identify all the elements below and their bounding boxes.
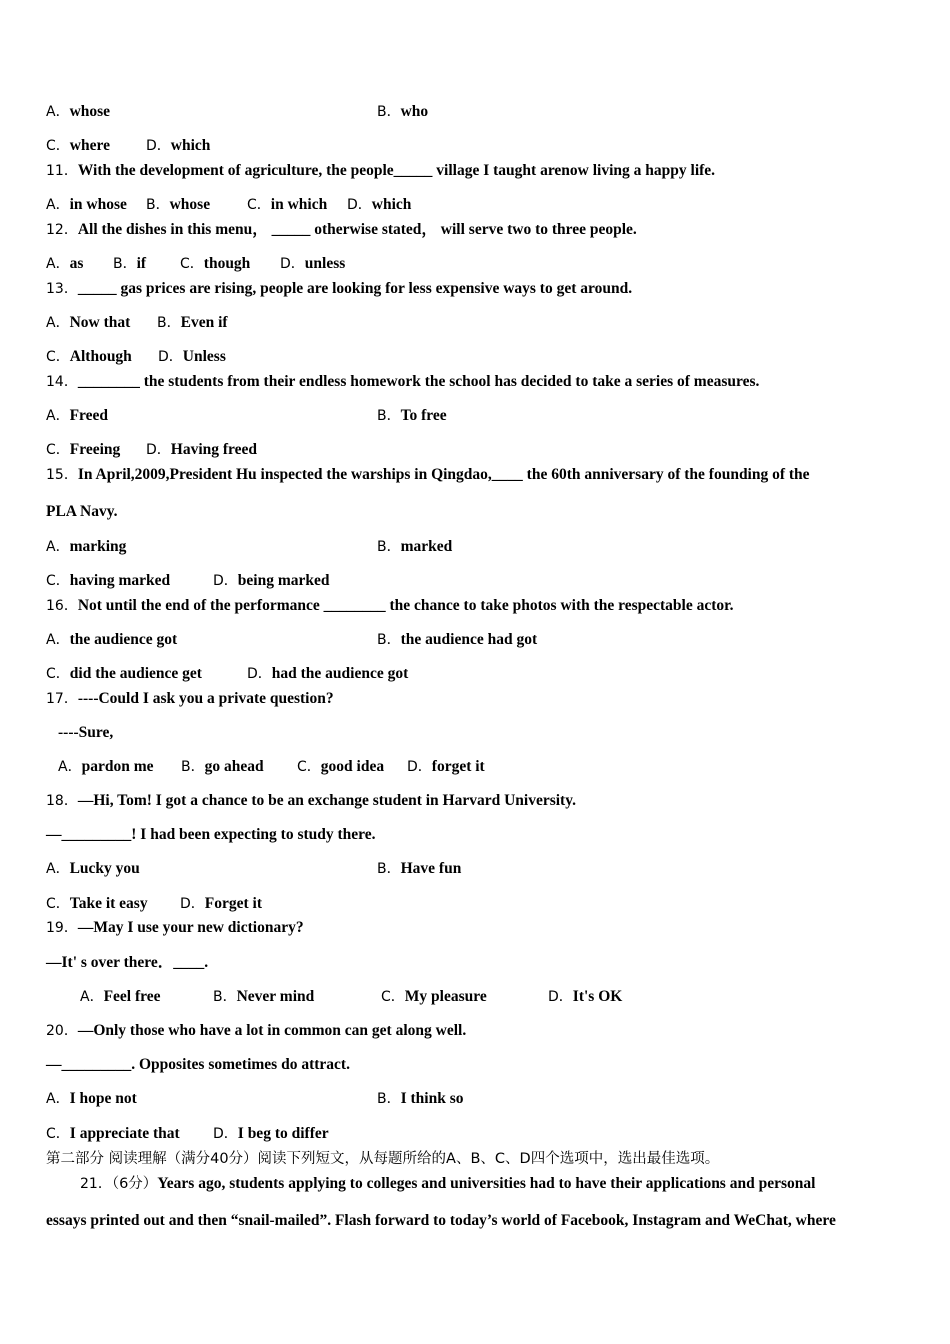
q16-option-d: D．had the audience got xyxy=(247,665,409,682)
q10-option-d: D．which xyxy=(146,137,211,154)
q20-reply: —_________. Opposites sometimes do attract. xyxy=(46,1056,350,1073)
q15-option-b: B．marked xyxy=(377,538,453,555)
q18-reply: —_________! I had been expecting to study there. xyxy=(46,826,376,843)
q17-option-a: A．pardon me xyxy=(58,758,154,775)
q19-option-c: C．My pleasure xyxy=(381,988,487,1005)
q18-option-b: B．Have fun xyxy=(377,860,462,877)
q19-option-a: A．Feel free xyxy=(80,988,161,1005)
q16-option-b: B．the audience had got xyxy=(377,631,538,648)
q18-option-c: C．Take it easy xyxy=(46,895,148,912)
q19-stem: 19．—May I use your new dictionary? xyxy=(46,919,304,936)
q11-option-c: C．in which xyxy=(247,196,328,213)
q12-option-c: C．though xyxy=(180,255,251,272)
q14-stem: 14．________ the students from their endless homework the school has decided to take a series of measures. xyxy=(46,373,760,390)
q15-option-d: D．being marked xyxy=(213,572,330,589)
q11-option-a: A．in whose xyxy=(46,196,127,213)
q17-stem: 17．----Could I ask you a private question? xyxy=(46,690,334,707)
q14-option-a: A．Freed xyxy=(46,407,109,424)
q20-stem: 20．—Only those who have a lot in common can get along well. xyxy=(46,1022,467,1039)
q15-stem: 15．In April,2009,President Hu inspected the warships in Qingdao,____ the 60th anniversary of the founding of the xyxy=(46,466,810,483)
q12-option-d: D．unless xyxy=(280,255,346,272)
q18-stem: 18．—Hi, Tom! I got a chance to be an exchange student in Harvard University. xyxy=(46,792,576,809)
q20-option-a: A．I hope not xyxy=(46,1090,137,1107)
q13-stem: 13．_____ gas prices are rising, people are looking for less expensive ways to get around. xyxy=(46,280,633,297)
q17-option-b: B．go ahead xyxy=(181,758,264,775)
q20-option-d: D．I beg to differ xyxy=(213,1125,329,1142)
q14-option-d: D．Having freed xyxy=(146,441,258,458)
q16-option-c: C．did the audience get xyxy=(46,665,202,682)
q13-option-b: B．Even if xyxy=(157,314,228,331)
q12-option-b: B．if xyxy=(113,255,147,272)
q10-option-a: A．whose xyxy=(46,103,111,120)
q16-option-a: A．the audience got xyxy=(46,631,178,648)
q13-option-a: A．Now that xyxy=(46,314,131,331)
q18-option-d: D．Forget it xyxy=(180,895,263,912)
q15-stem-continued: PLA Navy. xyxy=(46,503,118,520)
q20-option-c: C．I appreciate that xyxy=(46,1125,180,1142)
q18-option-a: A．Lucky you xyxy=(46,860,140,877)
q21-line-2: essays printed out and then “snail-mailed”. Flash forward to today’s world of Facebook, Instagram and WeChat, where xyxy=(46,1212,836,1229)
q12-option-a: A．as xyxy=(46,255,84,272)
q14-option-c: C．Freeing xyxy=(46,441,121,458)
q19-option-b: B．Never mind xyxy=(213,988,315,1005)
q13-option-c: C．Although xyxy=(46,348,132,365)
q15-option-a: A．marking xyxy=(46,538,127,555)
q12-stem: 12．All the dishes in this menu， _____ otherwise stated， will serve two to three people. xyxy=(46,221,637,238)
q10-option-c: C．where xyxy=(46,137,110,154)
q14-option-b: B．To free xyxy=(377,407,447,424)
q16-stem: 16．Not until the end of the performance ________ the chance to take photos with the respectable actor. xyxy=(46,597,734,614)
q11-stem: 11．With the development of agriculture, the people_____ village I taught arenow living a happy life. xyxy=(46,162,716,179)
q13-option-d: D．Unless xyxy=(158,348,226,365)
q20-option-b: B．I think so xyxy=(377,1090,464,1107)
q17-reply: ----Sure, xyxy=(58,724,114,741)
q15-option-c: C．having marked xyxy=(46,572,171,589)
q19-option-d: D．It's OK xyxy=(548,988,623,1005)
q17-option-c: C．good idea xyxy=(297,758,385,775)
q21-line-1: 21．（6分）Years ago, students applying to colleges and universities had to have their applications and personal xyxy=(80,1175,816,1192)
q11-option-d: D．which xyxy=(347,196,412,213)
q10-option-b: B．who xyxy=(377,103,429,120)
q17-option-d: D．forget it xyxy=(407,758,485,775)
section2-heading: 第二部分 阅读理解（满分40分）阅读下列短文，从每题所给的A、B、C、D四个选项中，选出最佳选项。 xyxy=(46,1151,720,1167)
q19-reply: —It' s over there．____. xyxy=(46,954,209,971)
q11-option-b: B．whose xyxy=(146,196,211,213)
